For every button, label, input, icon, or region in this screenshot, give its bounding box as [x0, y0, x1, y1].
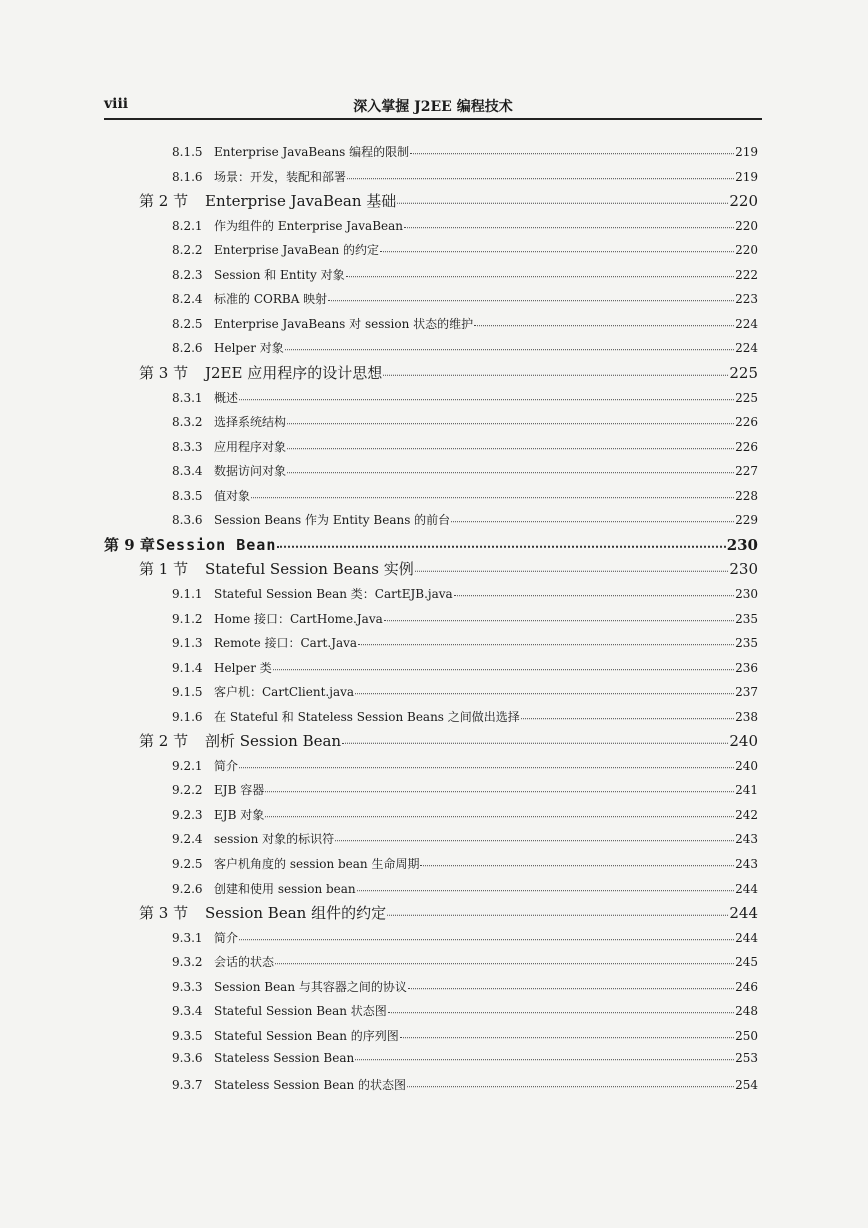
- toc-number: 9.3.6: [172, 1051, 203, 1066]
- toc-entry: [172, 487, 758, 507]
- toc-number: 9.2.4: [172, 832, 203, 847]
- toc-page-number: 228: [735, 488, 758, 503]
- dot-leader: [342, 732, 728, 744]
- toc-number: 9.3.3: [172, 979, 203, 994]
- toc-page-number: 220: [735, 243, 758, 258]
- toc-entry: [172, 683, 758, 703]
- toc-page-number: 254: [735, 1077, 758, 1092]
- dot-leader: [277, 535, 725, 548]
- toc-page-number: 219: [735, 145, 758, 159]
- toc-page-number: 240: [729, 732, 758, 751]
- dot-leader: [265, 783, 734, 792]
- page-number: viii: [104, 96, 129, 112]
- dot-leader: [357, 881, 734, 890]
- toc-entry: [172, 339, 758, 359]
- toc-number: 第 2 节: [139, 192, 189, 211]
- dot-leader: [275, 955, 734, 964]
- toc-number: 第 2 节: [139, 732, 189, 751]
- toc-entry: [172, 1027, 758, 1047]
- toc-page-number: 244: [735, 930, 758, 945]
- dot-leader: [355, 685, 734, 694]
- dot-leader: [397, 192, 728, 204]
- toc-title: Session Bean 组件的约定: [205, 904, 387, 923]
- dot-leader: [410, 145, 734, 154]
- toc-number: 8.2.4: [172, 292, 203, 307]
- toc-entry: [172, 781, 758, 801]
- toc-title: 简介: [214, 758, 239, 773]
- toc-number: 8.2.3: [172, 267, 203, 282]
- toc-page-number: 243: [735, 857, 758, 871]
- toc-entry: [172, 855, 758, 875]
- toc-number: 9.2.5: [172, 857, 203, 871]
- toc-title: Home 接口：CartHome.Java: [214, 611, 383, 626]
- dot-leader: [358, 636, 734, 645]
- toc-page-number: 240: [735, 758, 758, 773]
- toc-entry: [172, 1051, 758, 1071]
- toc-entry: [172, 438, 758, 458]
- toc-number: 8.2.5: [172, 316, 203, 331]
- toc-title: 选择系统结构: [214, 415, 287, 430]
- toc-chapter: [104, 534, 758, 556]
- toc-title: Enterprise JavaBean 基础: [205, 192, 397, 211]
- toc-page-number: 220: [735, 218, 758, 233]
- dot-leader: [285, 341, 734, 350]
- toc-number: 第 3 节: [139, 364, 189, 382]
- toc-title: Session 和 Entity 对象: [214, 267, 345, 282]
- dot-leader: [388, 1004, 734, 1013]
- dot-leader: [420, 857, 734, 866]
- toc-title: Helper 对象: [214, 341, 284, 356]
- toc-page-number: 224: [735, 316, 758, 331]
- toc-page-number: 253: [735, 1051, 758, 1066]
- toc-title: Stateless Session Bean: [214, 1051, 355, 1066]
- dot-leader: [239, 390, 734, 399]
- toc-title: 作为组件的 Enterprise JavaBean: [214, 218, 403, 233]
- dot-leader: [407, 1078, 734, 1087]
- toc-title: 简介: [214, 930, 239, 945]
- dot-leader: [265, 808, 734, 817]
- toc-title: 会话的状态: [214, 955, 275, 970]
- toc-title: 场景：开发，装配和部署: [214, 169, 347, 184]
- toc-entry: [172, 610, 758, 630]
- page-header: [104, 96, 762, 118]
- book-title: 深入掌握 J2EE 编程技术: [353, 99, 513, 115]
- toc-number: 9.3.7: [172, 1077, 203, 1092]
- dot-leader: [287, 415, 734, 424]
- toc-page-number: 219: [735, 169, 758, 184]
- toc-number: 9.3.4: [172, 1004, 203, 1019]
- toc-page-number: 224: [735, 341, 758, 356]
- toc-entry: [172, 880, 758, 900]
- toc-page-number: 243: [735, 832, 758, 847]
- toc-section: [139, 190, 758, 212]
- toc-entry: [172, 290, 758, 310]
- toc-page-number: 250: [735, 1028, 758, 1043]
- dot-leader: [451, 513, 734, 522]
- toc-page-number: 223: [735, 292, 758, 307]
- dot-leader: [273, 660, 734, 669]
- toc-entry: [172, 266, 758, 286]
- toc-title: 标准的 CORBA 映射: [214, 292, 328, 307]
- toc-title: EJB 容器: [214, 783, 265, 798]
- toc-page-number: 241: [735, 783, 758, 798]
- toc-entry: [172, 585, 758, 605]
- toc-title: Stateful Session Bean 状态图: [214, 1004, 387, 1019]
- toc-title: 创建和使用 session bean: [214, 881, 356, 896]
- toc-entry: [172, 315, 758, 335]
- toc-entry: [172, 511, 758, 531]
- toc-page-number: 230: [735, 586, 758, 601]
- toc-title: Enterprise JavaBean 的约定: [214, 243, 379, 258]
- toc-number: 8.3.1: [172, 390, 203, 405]
- toc-title: Session Bean: [156, 535, 277, 554]
- toc-page-number: 242: [735, 807, 758, 822]
- toc-page-number: 222: [735, 267, 758, 282]
- toc-entry: [172, 634, 758, 654]
- dot-leader: [387, 904, 728, 916]
- dot-leader: [454, 587, 734, 596]
- dot-leader: [347, 169, 734, 178]
- toc-entry: [172, 462, 758, 482]
- dot-leader: [404, 218, 734, 227]
- toc-number: 8.1.6: [172, 169, 203, 184]
- dot-leader: [251, 488, 734, 497]
- toc-page-number: 230: [726, 535, 758, 554]
- toc-number: 9.2.6: [172, 881, 203, 896]
- toc-entry: [172, 929, 758, 949]
- toc-page-number: 229: [735, 513, 758, 528]
- dot-leader: [239, 759, 734, 768]
- toc-page-number: 245: [735, 955, 758, 970]
- toc-title: 值对象: [214, 488, 251, 503]
- toc-number: 8.3.5: [172, 488, 203, 503]
- dot-leader: [287, 439, 734, 448]
- dot-leader: [355, 1051, 734, 1060]
- toc-entry: [172, 953, 758, 973]
- dot-leader: [346, 268, 734, 277]
- dot-leader: [521, 709, 734, 718]
- toc-title: 概述: [214, 390, 239, 405]
- toc-entry: [172, 757, 758, 777]
- dot-leader: [239, 930, 734, 939]
- dot-leader: [328, 292, 734, 301]
- toc-page-number: 244: [729, 904, 758, 923]
- toc-section: [139, 730, 758, 752]
- toc-title: Session Beans 作为 Entity Beans 的前台: [214, 513, 451, 528]
- dot-leader: [408, 979, 734, 988]
- toc-entry: [172, 1076, 758, 1096]
- toc-number: 9.1.3: [172, 636, 203, 650]
- toc-number: 8.2.1: [172, 218, 203, 233]
- toc-number: 9.3.1: [172, 930, 203, 945]
- toc-entry: [172, 708, 758, 728]
- toc-number: 9.1.5: [172, 685, 203, 700]
- toc-number: 8.3.6: [172, 513, 203, 528]
- toc-entry: [172, 217, 758, 237]
- toc-entry: [172, 659, 758, 679]
- toc-section: [139, 362, 758, 384]
- dot-leader: [287, 464, 734, 473]
- toc-title: 客户机角度的 session bean 生命周期: [214, 857, 420, 871]
- toc-title: Stateful Session Bean 的序列图: [214, 1028, 399, 1043]
- toc-number: 8.3.4: [172, 464, 203, 479]
- toc-page-number: 238: [735, 709, 758, 724]
- toc-title: Enterprise JavaBeans 对 session 状态的维护: [214, 316, 474, 331]
- toc-section: [139, 902, 758, 924]
- toc-entry: [172, 241, 758, 261]
- toc-title: 在 Stateful 和 Stateless Session Beans 之间做出选择: [214, 709, 520, 724]
- toc-page-number: 225: [729, 364, 758, 382]
- toc-page-number: 235: [735, 611, 758, 626]
- toc-page-number: 226: [735, 439, 758, 454]
- toc-title: 应用程序对象: [214, 439, 287, 454]
- toc-page-number: 230: [729, 560, 758, 579]
- toc-page-number: 226: [735, 415, 758, 430]
- toc-page-number: 246: [735, 979, 758, 994]
- toc-title: Stateful Session Beans 实例: [205, 560, 414, 579]
- toc-page-number: 237: [735, 685, 758, 700]
- toc-title: Session Bean 与其容器之间的协议: [214, 979, 407, 994]
- toc-page-number: 220: [729, 192, 758, 211]
- toc-page-number: 227: [735, 464, 758, 479]
- toc-number: 9.3.2: [172, 955, 203, 970]
- toc-title: Remote 接口：Cart.Java: [214, 636, 358, 650]
- toc-number: 9.1.6: [172, 709, 203, 724]
- dot-leader: [415, 561, 729, 573]
- dot-leader: [380, 243, 734, 252]
- toc-number: 9.2.1: [172, 758, 203, 773]
- toc-number: 9.1.1: [172, 586, 203, 601]
- toc-entry: [172, 143, 758, 163]
- toc-number: 8.2.2: [172, 243, 203, 258]
- toc-title: 数据访问对象: [214, 464, 287, 479]
- toc-title: 剖析 Session Bean: [205, 732, 342, 751]
- toc-number: 第 9 章: [104, 535, 155, 554]
- toc-entry: [172, 1002, 758, 1022]
- toc-number: 8.3.2: [172, 415, 203, 430]
- dot-leader: [383, 364, 728, 376]
- toc-number: 8.2.6: [172, 341, 203, 356]
- toc-entry: [172, 978, 758, 998]
- toc-title: Helper 类: [214, 660, 272, 675]
- toc-number: 8.3.3: [172, 439, 203, 454]
- dot-leader: [474, 317, 734, 326]
- toc-entry: [172, 389, 758, 409]
- toc-entry: [172, 806, 758, 826]
- toc-title: Enterprise JavaBeans 编程的限制: [214, 145, 410, 159]
- dot-leader: [335, 832, 734, 841]
- toc-number: 第 1 节: [139, 560, 189, 579]
- toc-number: 9.1.2: [172, 611, 203, 626]
- toc-number: 9.1.4: [172, 660, 203, 675]
- dot-leader: [400, 1029, 734, 1038]
- toc-page-number: 244: [735, 881, 758, 896]
- toc-page-number: 236: [735, 660, 758, 675]
- toc-entry: [172, 168, 758, 188]
- toc-title: Stateful Session Bean 类：CartEJB.java: [214, 586, 453, 601]
- toc-title: J2EE 应用程序的设计思想: [205, 364, 383, 382]
- toc-page-number: 225: [735, 390, 758, 405]
- toc-title: Stateless Session Bean 的状态图: [214, 1077, 407, 1092]
- toc-number: 第 3 节: [139, 904, 189, 923]
- toc-section: [139, 558, 758, 580]
- toc-page-number: 248: [735, 1004, 758, 1019]
- toc-number: 9.2.3: [172, 807, 203, 822]
- toc-number: 9.2.2: [172, 783, 203, 798]
- toc-number: 8.1.5: [172, 145, 203, 159]
- toc-title: 客户机：CartClient.java: [214, 685, 355, 700]
- toc-title: EJB 对象: [214, 807, 265, 822]
- dot-leader: [384, 611, 734, 620]
- toc-page-number: 235: [735, 636, 758, 650]
- toc-title: session 对象的标识符: [214, 832, 335, 847]
- toc-number: 9.3.5: [172, 1028, 203, 1043]
- toc-entry: [172, 413, 758, 433]
- header-rule: [104, 118, 762, 120]
- toc-entry: [172, 830, 758, 850]
